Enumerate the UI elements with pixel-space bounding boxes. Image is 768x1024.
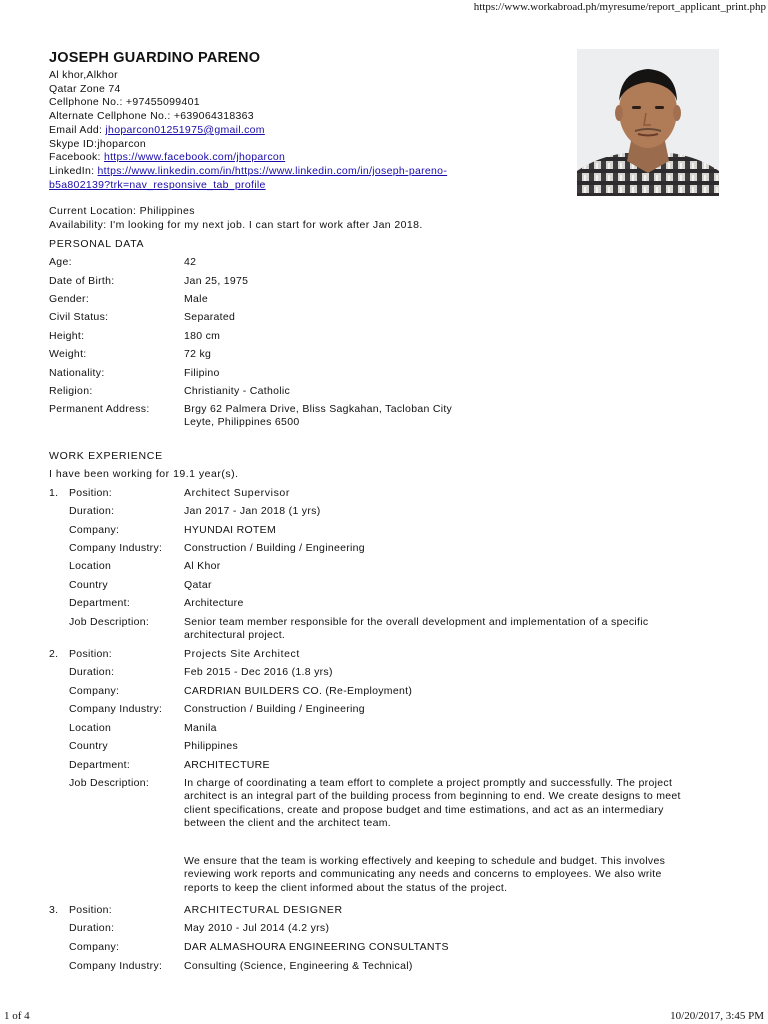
field-label: Country <box>69 740 108 752</box>
field-label: Country <box>69 579 108 591</box>
field-label: Weight: <box>49 348 87 360</box>
facebook-label: Facebook: <box>49 151 104 164</box>
field-value: Construction / Building / Engineering <box>184 703 365 715</box>
contact-block <box>49 69 447 192</box>
field-label: Company: <box>69 685 120 697</box>
description-line: reports to keep the client informed about the status of the project. <box>184 881 508 894</box>
description-line: architectural project. <box>184 629 286 642</box>
facebook-line <box>49 151 447 165</box>
field-label: Company: <box>69 941 120 953</box>
field-label: Date of Birth: <box>49 275 115 287</box>
description-line: We ensure that the team is working effectively and keeping to schedule and budget. This involves <box>184 855 666 868</box>
job-number: 3. <box>49 904 59 916</box>
cellphone-value: +97455099401 <box>125 96 200 109</box>
linkedin-link-cont[interactable]: b5a802139?trk=nav_responsive_tab_profile <box>49 178 266 191</box>
field-label: Company: <box>69 524 120 536</box>
field-value: Architect Supervisor <box>184 487 290 499</box>
address-value-line-1: Brgy 62 Palmera Drive, Bliss Sagkahan, Tacloban City <box>184 403 453 415</box>
job-number: 2. <box>49 648 59 660</box>
field-value: DAR ALMASHOURA ENGINEERING CONSULTANTS <box>184 941 449 953</box>
job-number: 1. <box>49 487 59 499</box>
field-label: Religion: <box>49 385 93 397</box>
field-label: Position: <box>69 648 112 660</box>
description-line: In charge of coordinating a team effort to complete a project promptly and successfully. The project <box>184 777 673 789</box>
print-timestamp: 10/20/2017, 3:45 PM <box>670 1010 764 1022</box>
work-experience-heading: WORK EXPERIENCE <box>49 450 163 462</box>
field-label: Nationality: <box>49 367 105 379</box>
personal-data-heading: PERSONAL DATA <box>49 238 145 250</box>
field-value: Jan 2017 - Jan 2018 (1 yrs) <box>184 505 321 517</box>
field-value <box>184 777 724 895</box>
field-label: Location <box>69 560 112 572</box>
field-label: Height: <box>49 330 85 342</box>
field-value: Construction / Building / Engineering <box>184 542 365 554</box>
skype-label: Skype ID: <box>49 137 98 150</box>
field-label: Department: <box>69 759 131 771</box>
applicant-name: JOSEPH GUARDINO PARENO <box>49 50 261 66</box>
field-value: Qatar <box>184 579 212 591</box>
linkedin-label: LinkedIn: <box>49 164 98 177</box>
email-label: Email Add: <box>49 123 106 136</box>
field-label: Company Industry: <box>69 703 163 715</box>
field-value: May 2010 - Jul 2014 (4.2 yrs) <box>184 922 330 934</box>
linkedin-line-2 <box>49 179 447 193</box>
field-value: ARCHITECTURAL DESIGNER <box>184 904 343 916</box>
description-line: client specifications, create and propose budget and time estimations, and act as an intermediary <box>184 803 664 816</box>
field-value: ARCHITECTURE <box>184 759 270 771</box>
description-line: Senior team member responsible for the overall development and implementation of a specific <box>184 616 649 628</box>
description-line: architect is an integral part of the building process from beginning to end. We create designs to meet <box>184 790 681 803</box>
field-value: Male <box>184 293 208 305</box>
field-value: 180 cm <box>184 330 221 342</box>
field-label: Job Description: <box>69 777 150 789</box>
availability-text: Availability: I'm looking for my next job. I can start for work after Jan 2018. <box>49 218 423 231</box>
field-label: Position: <box>69 487 112 499</box>
field-value: Christianity - Catholic <box>184 385 291 397</box>
field-label: Company Industry: <box>69 960 163 972</box>
field-label: Job Description: <box>69 616 150 628</box>
field-value: 72 kg <box>184 348 212 360</box>
alt-cellphone-label: Alternate Cellphone No.: <box>49 110 174 123</box>
portrait-image <box>577 49 719 196</box>
field-label: Duration: <box>69 666 115 678</box>
field-label: Location <box>69 722 112 734</box>
field-value: Filipino <box>184 367 220 379</box>
address-value-line-2: Leyte, Philippines 6500 <box>184 416 300 429</box>
page-url: https://www.workabroad.ph/myresume/report_applicant_print.php <box>473 1 766 13</box>
skype-value: jhoparcon <box>97 137 147 150</box>
page-count: 1 of 4 <box>4 1010 30 1022</box>
current-location: Current Location: Philippines <box>49 205 195 217</box>
linkedin-link[interactable]: https://www.linkedin.com/in/https://www.linkedin.com/in/joseph-pareno- <box>97 164 448 177</box>
field-value: Separated <box>184 311 236 323</box>
field-label: Gender: <box>49 293 90 305</box>
email-link[interactable]: jhoparcon01251975@gmail.com <box>105 123 265 136</box>
field-value: Feb 2015 - Dec 2016 (1.8 yrs) <box>184 666 333 678</box>
address-line-2: Qatar Zone 74 <box>49 82 121 95</box>
availability-block <box>49 205 423 232</box>
cellphone-label: Cellphone No.: <box>49 96 126 109</box>
field-label: Permanent Address: <box>49 403 150 415</box>
description-line: between the client and the architect team. <box>184 816 391 829</box>
email-line <box>49 124 447 138</box>
field-label: Duration: <box>69 922 115 934</box>
field-value: Architecture <box>184 597 244 609</box>
address-line-1: Al khor,Alkhor <box>49 69 118 81</box>
field-label: Position: <box>69 904 112 916</box>
field-value <box>184 616 724 643</box>
description-line: reviewing work reports and communicating any needs and concerns to employees. We also write <box>184 868 662 881</box>
linkedin-line <box>49 165 447 179</box>
field-value: Projects Site Architect <box>184 648 300 660</box>
field-value <box>184 403 724 430</box>
field-value: Philippines <box>184 740 239 752</box>
field-value: Jan 25, 1975 <box>184 275 249 287</box>
skype-line <box>49 138 447 152</box>
field-label: Company Industry: <box>69 542 163 554</box>
field-value: HYUNDAI ROTEM <box>184 524 276 536</box>
field-value: Manila <box>184 722 217 734</box>
field-label: Department: <box>69 597 131 609</box>
facebook-link[interactable]: https://www.facebook.com/jhoparcon <box>103 151 286 164</box>
field-value: Al Khor <box>184 560 221 572</box>
alt-cellphone-value: +639064318363 <box>173 110 254 123</box>
field-value: 42 <box>184 256 197 268</box>
cellphone-line <box>49 96 447 110</box>
alt-cellphone-line <box>49 110 447 124</box>
field-label: Duration: <box>69 505 115 517</box>
field-value: Consulting (Science, Engineering & Technical) <box>184 960 413 972</box>
field-value: CARDRIAN BUILDERS CO. (Re-Employment) <box>184 685 413 697</box>
work-summary: I have been working for 19.1 year(s). <box>49 468 239 480</box>
field-label: Age: <box>49 256 72 268</box>
applicant-photo <box>577 49 719 196</box>
field-label: Civil Status: <box>49 311 109 323</box>
